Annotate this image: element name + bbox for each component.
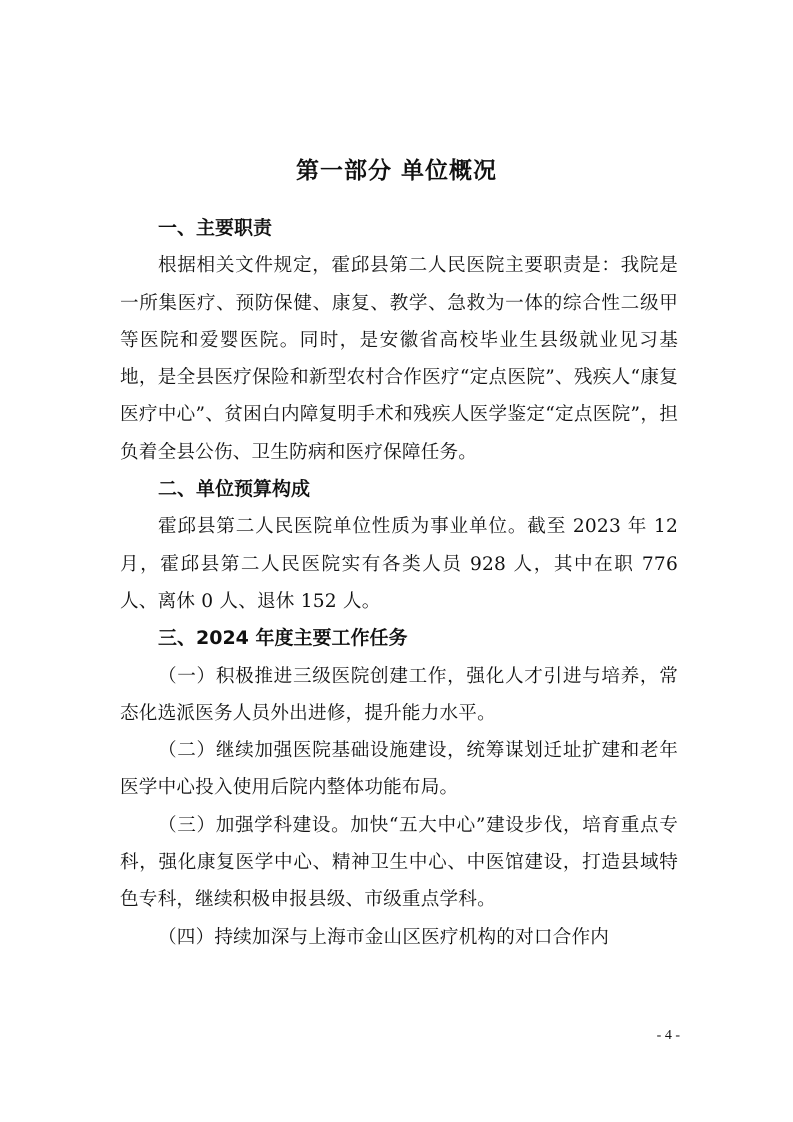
section-heading: 三、2024 年度主要工作任务 [158,627,408,650]
section-heading: 一、主要职责 [158,217,273,239]
page-number: - 4 - [656,1028,680,1043]
section-work-tasks [120,620,678,956]
section-budget-composition [120,471,678,620]
document-body [120,210,678,956]
paragraph: 霍邱县第二人民医院单位性质为事业单位。截至 2023 年 12 月，霍邱县第二人民医院实有各类人员 928 人，其中在职 776 人、离休 0 人、退休 152 人。 [120,516,678,612]
section-heading: 二、单位预算构成 [158,478,311,501]
paragraph: （四）持续加深与上海市金山区医疗机构的对口合作内 [158,926,610,948]
paragraph: （二）继续加强医院基础设施建设，统筹谋划迁址扩建和老年医学中心投入使用后院内整体功能布局。 [120,740,678,799]
paragraph: （一）积极推进三级医院创建工作，强化人才引进与培养，常态化选派医务人员外出进修，提升能力水平。 [120,665,678,724]
paragraph: 根据相关文件规定，霍邱县第二人民医院主要职责是：我院是一所集医疗、预防保健、康复、教学、急救为一体的综合性二级甲等医院和爱婴医院。同时，是安徽省高校毕业生县级就业见习基地，是全县医疗保险和新型农村合作医疗“定点医院”、残疾人“康复医疗中心”、贫困白内障复明手术和残疾人医学鉴定“定点医院”，担负着全县公伤、卫生防病和医疗保障任务。 [120,255,678,463]
paragraph: （三）加强学科建设。加快“五大中心”建设步伐，培育重点专科，强化康复医学中心、精神卫生中心、中医馆建设，打造县域特色专科，继续积极申报县级、市级重点学科。 [120,814,678,911]
page-title: 第一部分 单位概况 [295,158,497,185]
section-main-duties [120,210,678,471]
